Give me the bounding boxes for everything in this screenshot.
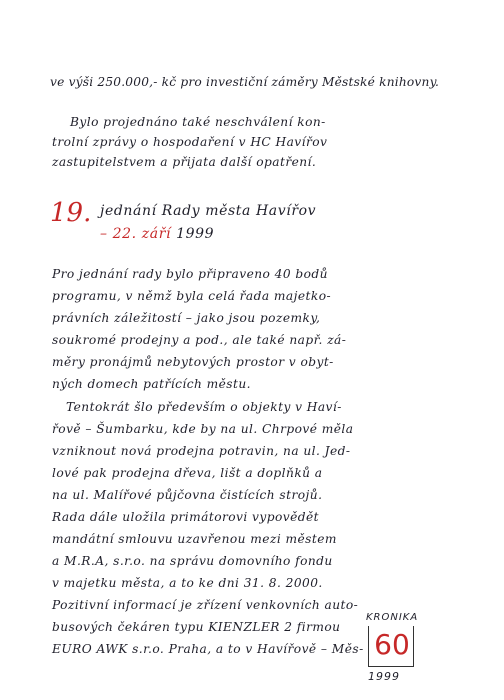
chronicle-page-stamp [362, 612, 442, 692]
text-line: Pro jednání rady bylo připraveno 40 bodů [52, 267, 328, 281]
text-line: zastupitelstvem a přijata další opatření. [52, 155, 317, 169]
text-line: mandátní smlouvu uzavřenou mezi městem [52, 532, 337, 546]
text-line: lové pak prodejna dřeva, lišt a doplňků a [52, 466, 323, 480]
text-line: Bylo projednáno také neschválení kon- [70, 115, 326, 129]
text-line: ných domech patřících městu. [52, 377, 251, 391]
text-line: právních záležitostí – jako jsou pozemky, [52, 311, 321, 325]
stamp-label: KRONIKA [366, 612, 419, 623]
section-date-year: 1999 [176, 226, 215, 242]
section-number: 19. [50, 198, 92, 228]
text-line: měry pronájmů nebytových prostor v obyt- [52, 355, 334, 369]
text-line: v majetku města, a to ke dni 31. 8. 2000. [52, 576, 323, 590]
section-title: jednání Rady města Havířov [100, 203, 317, 219]
text-line: vzniknout nová prodejna potravin, na ul. Jed- [52, 444, 351, 458]
text-line: a M.R.A, s.r.o. na správu domovního fondu [52, 554, 333, 568]
text-line: busových čekáren typu KIENZLER 2 firmou [52, 620, 341, 634]
text-line: programu, v němž byla celá řada majetko- [52, 289, 332, 303]
text-line: soukromé prodejny a pod., ale také např. zá- [52, 333, 347, 347]
page-number: 60 [374, 628, 410, 661]
stamp-year: 1999 [368, 670, 400, 683]
text-line: Tentokrát šlo především o objekty v Haví- [66, 400, 342, 414]
text-line: trolní zprávy o hospodaření v HC Havířov [52, 135, 328, 149]
text-line: Pozitivní informací je zřízení venkovních auto- [52, 598, 359, 612]
text-line: na ul. Malířové půjčovna čistících strojů. [52, 488, 323, 502]
text-line: ve výši 250.000,- kč pro investiční záměry Městské knihovny. [50, 75, 440, 89]
section-date-day: – 22. září [100, 226, 172, 242]
text-line: řově – Šumbarku, kde by na ul. Chrpové měla [52, 422, 354, 436]
text-line: Rada dále uložila primátorovi vypovědět [52, 510, 320, 524]
text-line: EURO AWK s.r.o. Praha, a to v Havířově – Měs- [52, 642, 364, 656]
section-date [100, 226, 214, 242]
